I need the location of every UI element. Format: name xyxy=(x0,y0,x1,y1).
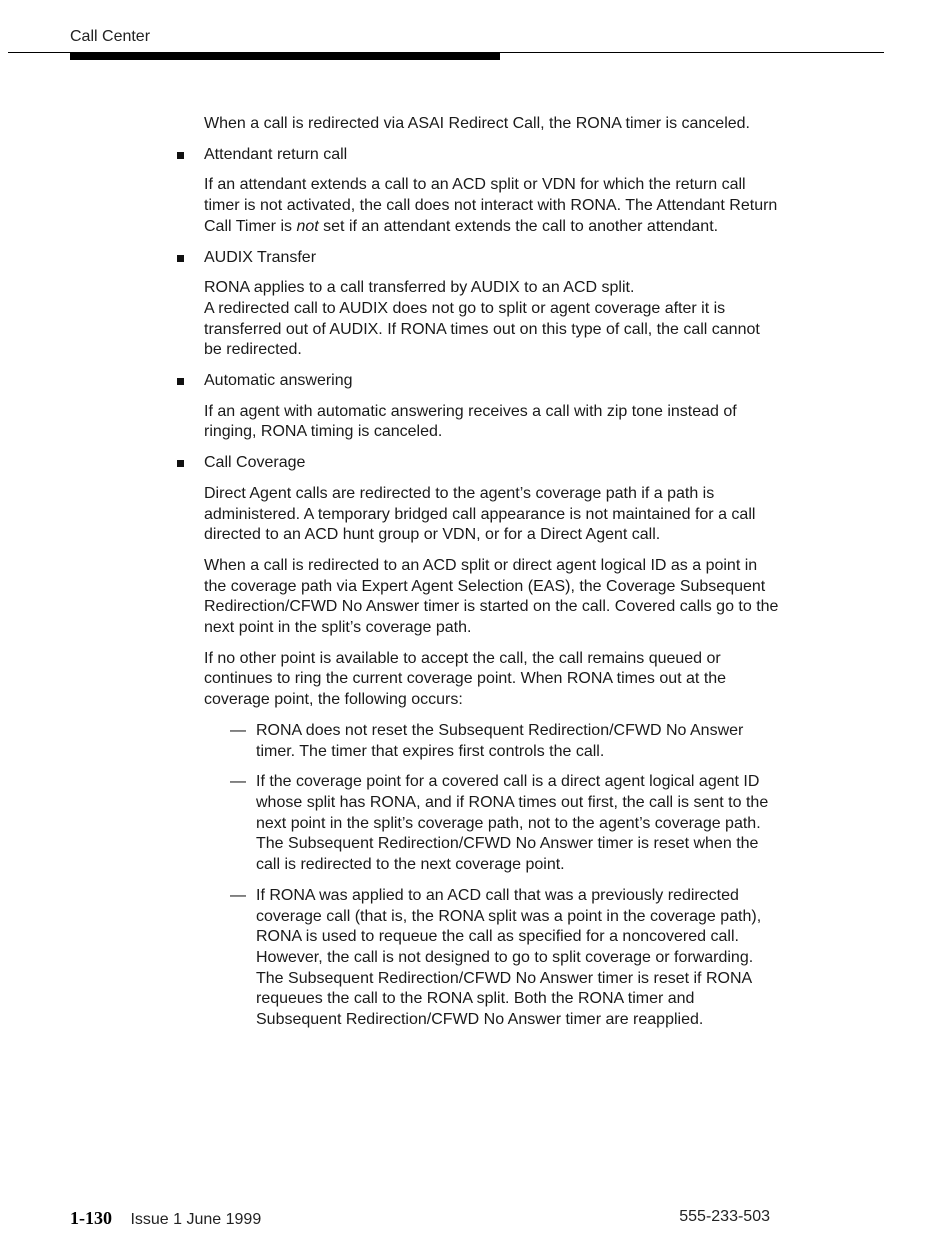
bullet-title: Call Coverage xyxy=(204,454,306,472)
bullet-square-icon xyxy=(177,460,184,467)
attendant-return-call-body xyxy=(204,175,779,237)
body-line-1: RONA applies to a call transferred by AUDIX to an ACD split. xyxy=(204,279,635,297)
em-dash-icon: — xyxy=(230,773,246,791)
dash-list-item xyxy=(204,772,779,876)
em-dash-icon: — xyxy=(230,886,246,904)
main-content xyxy=(204,114,779,1041)
body-line-2: A redirected call to AUDIX does not go to split or agent coverage after it is transferred out of AUDIX. If RONA times out on this type of call, the call cannot be redirected. xyxy=(204,299,760,359)
bullet-square-icon xyxy=(177,255,184,262)
header-rule-thick xyxy=(70,53,500,60)
bullet-automatic-answering xyxy=(204,371,779,392)
bullet-title: Attendant return call xyxy=(204,145,348,163)
dash-item-text: RONA does not reset the Subsequent Redirection/CFWD No Answer timer. The timer that expires first controls the call. xyxy=(256,721,744,760)
call-coverage-para-3: If no other point is available to accept the call, the call remains queued or continues to ring the current coverage point. When RONA times out at the coverage point, the following occurs: xyxy=(204,649,727,709)
bullet-call-coverage xyxy=(204,453,779,474)
header-title: Call Center xyxy=(70,28,151,45)
issue-date: Issue 1 June 1999 xyxy=(130,1211,262,1228)
dash-list-item xyxy=(204,886,779,1031)
bullet-audix-transfer xyxy=(204,248,779,269)
body-text-before: If an attendant extends a call to an ACD split or VDN for which the return call timer is not activated, the call does not interact with RONA. The Attendant Return Call Timer is xyxy=(204,176,778,235)
bullet-square-icon xyxy=(177,378,184,385)
body-text-emphasis: not xyxy=(296,217,319,235)
bullet-title: Automatic answering xyxy=(204,372,353,390)
bullet-square-icon xyxy=(177,152,184,159)
page-footer xyxy=(70,1208,770,1229)
dash-item-text: If the coverage point for a covered call is a direct agent logical agent ID whose split has RONA, and if RONA times out first, the call is sent to the next point in the split’s coverage path, not to the agent’s coverage path. The Subsequent Redirection/CFWD No Answer timer is reset when the call is redirected to the next coverage point. xyxy=(256,773,769,874)
dash-item-text: If RONA was applied to an ACD call that was a previously redirected coverage call (that is, the RONA split was a point in the coverage path), RONA is used to requeue the call as specified for a noncovered call. However, the call is not designed to go to split coverage or forwarding. The Subsequent Redirection/CFWD No Answer timer is reset if RONA requeues the call to the RONA split. Both the RONA timer and Subsequent Redirection/CFWD No Answer timer are reapplied. xyxy=(256,886,762,1029)
bullet-attendant-return-call xyxy=(204,145,779,166)
dash-list-item xyxy=(204,721,779,762)
call-coverage-para-2: When a call is redirected to an ACD split or direct agent logical ID as a point in the coverage path via Expert Agent Selection (EAS), the Coverage Subsequent Redirection/CFWD No Answer timer is started on the call. Covered calls go to the next point in the split’s coverage path. xyxy=(204,556,779,637)
automatic-answering-body: If an agent with automatic answering receives a call with zip tone instead of ringing, RONA timing is canceled. xyxy=(204,402,737,441)
body-text-after: set if an attendant extends the call to another attendant. xyxy=(318,217,719,235)
page-number: 1-130 xyxy=(70,1208,112,1228)
call-coverage-para-1: Direct Agent calls are redirected to the agent’s coverage path if a path is administered. A temporary bridged call appearance is not maintained for a call directed to an ACD hunt group or VDN, or for a Direct Agent call. xyxy=(204,484,756,544)
em-dash-icon: — xyxy=(230,721,246,739)
bullet-title: AUDIX Transfer xyxy=(204,248,317,266)
intro-paragraph: When a call is redirected via ASAI Redirect Call, the RONA timer is canceled. xyxy=(204,115,750,132)
audix-transfer-body xyxy=(204,278,779,361)
document-number: 555-233-503 xyxy=(679,1208,770,1225)
coverage-dash-list xyxy=(204,721,779,1031)
